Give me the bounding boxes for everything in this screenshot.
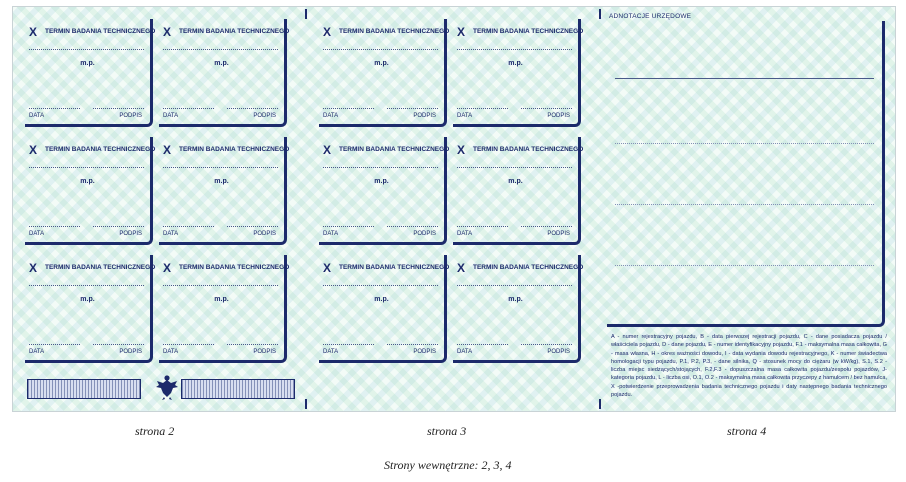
card-heading: TERMIN BADANIA TECHNICZNEGO: [339, 264, 450, 271]
inspection-term-card: [25, 19, 156, 127]
stamp-label: m.p.: [508, 296, 523, 303]
date-label: DATA: [163, 349, 179, 355]
inspection-mark: X: [163, 143, 172, 157]
inspection-term-card: [159, 19, 290, 127]
date-line: [163, 226, 214, 227]
inspection-mark: X: [323, 143, 332, 157]
inspection-mark: X: [457, 25, 466, 39]
date-line: [29, 108, 80, 109]
caption-page-2: strona 2: [135, 424, 175, 438]
official-notes-title: ADNOTACJE URZĘDOWE: [609, 13, 692, 20]
date-label: DATA: [29, 231, 45, 237]
signature-label: PODPIS: [119, 231, 142, 237]
date-label: DATA: [163, 231, 179, 237]
date-label: DATA: [163, 113, 179, 119]
signature-label: PODPIS: [413, 113, 436, 119]
caption-page-4: strona 4: [727, 424, 767, 438]
card-heading: TERMIN BADANIA TECHNICZNEGO: [339, 146, 450, 153]
dotted-line: [323, 285, 438, 286]
signature-line: [227, 344, 278, 345]
date-line: [457, 344, 508, 345]
stamp-label: m.p.: [80, 60, 95, 67]
date-line: [163, 344, 214, 345]
signature-line: [227, 108, 278, 109]
inspection-term-card: [319, 255, 450, 363]
date-label: DATA: [323, 113, 339, 119]
guilloche-strip-right: [181, 379, 295, 399]
signature-line: [521, 344, 572, 345]
registration-document-sheet: [12, 6, 896, 412]
inspection-mark: X: [29, 25, 38, 39]
field-legend: A - numer rejestracyjny pojazdu, B - data pierwszej rejestracji pojazdu, C - dane posiadacza pojazdu / właściciela pojazdu, D - dane pojazdu, E - numer identyfikacyjny pojazdu, F.1 - maksymalna masa całkowita, G - masa własna, H - okres ważności dowodu, I - data wydania dowodu rejestracyjnego, K - numer świadectwa homologacji typu pojazdu, P.1, P.2, P.3, - dane silnika, Q - stosunek mocy do ciężaru (w kW/kg), S.1, S.2 - liczba miejsc siedzących/stojących, F.2,F.3 - dopuszczalna masa całkowita pojazdu/zespołu pojazdów, J-kategoria pojazdu, L - liczba osi, O.1, O.2 - maksymalna masa całkowita przyczepy z hamulcem / bez hamulca, X -potwierdzenie przeprowadzenia badania technicznego pojazdu i daty następnego badania technicznego pojazdu.: [611, 334, 887, 399]
notes-line: [615, 143, 874, 144]
notes-line: [615, 204, 874, 205]
stamp-label: m.p.: [508, 60, 523, 67]
signature-label: PODPIS: [413, 231, 436, 237]
page-2: [13, 7, 306, 411]
guilloche-strip-left: [27, 379, 141, 399]
page-3: [307, 7, 600, 411]
date-label: DATA: [457, 349, 473, 355]
inspection-term-card: [453, 137, 584, 245]
card-heading: TERMIN BADANIA TECHNICZNEGO: [473, 146, 584, 153]
signature-label: PODPIS: [547, 349, 570, 355]
date-label: DATA: [323, 231, 339, 237]
signature-line: [93, 226, 144, 227]
inspection-mark: X: [323, 261, 332, 275]
inspection-term-card: [453, 255, 584, 363]
stamp-label: m.p.: [374, 60, 389, 67]
stamp-label: m.p.: [374, 178, 389, 185]
inspection-mark: X: [457, 261, 466, 275]
signature-label: PODPIS: [547, 113, 570, 119]
date-line: [323, 226, 374, 227]
dotted-line: [323, 167, 438, 168]
card-heading: TERMIN BADANIA TECHNICZNEGO: [179, 264, 290, 271]
inspection-term-card: [319, 19, 450, 127]
dotted-line: [163, 167, 278, 168]
inspection-term-card: [319, 137, 450, 245]
signature-label: PODPIS: [413, 349, 436, 355]
card-heading: TERMIN BADANIA TECHNICZNEGO: [473, 264, 584, 271]
signature-line: [387, 226, 438, 227]
inspection-term-card: [159, 255, 290, 363]
signature-line: [93, 108, 144, 109]
inspection-mark: X: [323, 25, 332, 39]
caption-inner-pages: Strony wewnętrzne: 2, 3, 4: [384, 458, 512, 472]
signature-label: PODPIS: [119, 113, 142, 119]
caption-page-3: strona 3: [427, 424, 467, 438]
dotted-line: [29, 167, 144, 168]
stamp-label: m.p.: [214, 60, 229, 67]
emblem-band: [27, 377, 293, 399]
date-line: [457, 226, 508, 227]
inspection-mark: X: [163, 261, 172, 275]
dotted-line: [323, 49, 438, 50]
signature-label: PODPIS: [119, 349, 142, 355]
signature-label: PODPIS: [547, 231, 570, 237]
date-label: DATA: [457, 113, 473, 119]
inspection-mark: X: [163, 25, 172, 39]
signature-label: PODPIS: [253, 113, 276, 119]
signature-line: [521, 108, 572, 109]
official-notes-box: [607, 21, 885, 327]
dotted-line: [457, 49, 572, 50]
inspection-mark: X: [457, 143, 466, 157]
eagle-emblem-icon: [153, 373, 181, 401]
page-4: [607, 7, 889, 411]
stamp-label: m.p.: [214, 296, 229, 303]
stamp-label: m.p.: [508, 178, 523, 185]
inspection-term-card: [25, 255, 156, 363]
date-label: DATA: [457, 231, 473, 237]
inspection-mark: X: [29, 261, 38, 275]
dotted-line: [457, 285, 572, 286]
notes-line: [615, 265, 874, 266]
date-line: [29, 344, 80, 345]
inspection-term-card: [159, 137, 290, 245]
date-label: DATA: [323, 349, 339, 355]
stamp-label: m.p.: [80, 178, 95, 185]
signature-label: PODPIS: [253, 349, 276, 355]
date-label: DATA: [29, 349, 45, 355]
notes-line: [615, 78, 874, 79]
card-heading: TERMIN BADANIA TECHNICZNEGO: [45, 28, 156, 35]
dotted-line: [29, 49, 144, 50]
card-heading: TERMIN BADANIA TECHNICZNEGO: [45, 146, 156, 153]
date-line: [323, 344, 374, 345]
stamp-label: m.p.: [80, 296, 95, 303]
dotted-line: [163, 49, 278, 50]
card-heading: TERMIN BADANIA TECHNICZNEGO: [339, 28, 450, 35]
signature-line: [93, 344, 144, 345]
signature-label: PODPIS: [253, 231, 276, 237]
inspection-term-card: [25, 137, 156, 245]
stamp-label: m.p.: [374, 296, 389, 303]
signature-line: [387, 344, 438, 345]
card-heading: TERMIN BADANIA TECHNICZNEGO: [179, 146, 290, 153]
date-line: [457, 108, 508, 109]
inspection-mark: X: [29, 143, 38, 157]
date-line: [29, 226, 80, 227]
date-line: [163, 108, 214, 109]
signature-line: [227, 226, 278, 227]
signature-line: [387, 108, 438, 109]
stamp-label: m.p.: [214, 178, 229, 185]
inspection-term-card: [453, 19, 584, 127]
signature-line: [521, 226, 572, 227]
date-line: [323, 108, 374, 109]
dotted-line: [457, 167, 572, 168]
card-heading: TERMIN BADANIA TECHNICZNEGO: [473, 28, 584, 35]
card-heading: TERMIN BADANIA TECHNICZNEGO: [179, 28, 290, 35]
date-label: DATA: [29, 113, 45, 119]
card-heading: TERMIN BADANIA TECHNICZNEGO: [45, 264, 156, 271]
dotted-line: [163, 285, 278, 286]
dotted-line: [29, 285, 144, 286]
